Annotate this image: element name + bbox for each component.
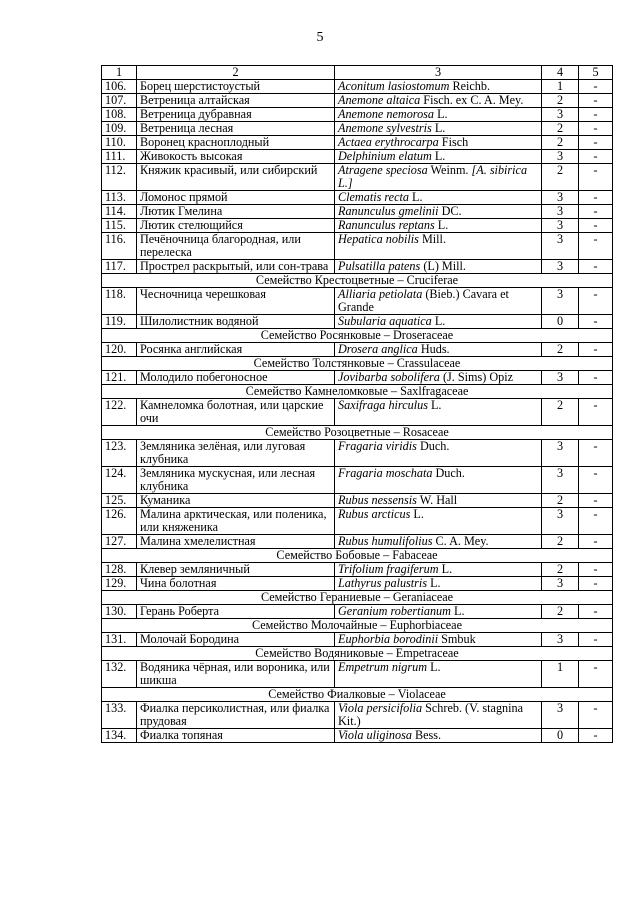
row-number: 120. <box>102 343 137 357</box>
row-number: 131. <box>102 633 137 647</box>
category-col-4: 2 <box>542 399 579 426</box>
category-col-4: 3 <box>542 633 579 647</box>
latin-genus-species: Aconitum lasiostomum <box>338 79 450 93</box>
latin-name <box>335 136 542 150</box>
category-col-5: - <box>579 633 613 647</box>
row-number: 109. <box>102 122 137 136</box>
common-name: Клевер земляничный <box>137 563 335 577</box>
latin-name <box>335 371 542 385</box>
latin-author: Bess. <box>411 728 442 742</box>
row-number: 119. <box>102 315 137 329</box>
species-row <box>102 399 613 426</box>
header-col-3: 3 <box>335 66 542 80</box>
row-number: 113. <box>102 191 137 205</box>
category-col-4: 3 <box>542 371 579 385</box>
latin-name <box>335 233 542 260</box>
latin-genus-species: Euphorbia borodinii <box>338 632 439 646</box>
common-name: Куманика <box>137 494 335 508</box>
common-name: Герань Роберта <box>137 605 335 619</box>
category-col-4: 3 <box>542 467 579 494</box>
common-name: Камнеломка болотная, или царские очи <box>137 399 335 426</box>
species-row <box>102 467 613 494</box>
family-heading: Семейство Толстянковые – Crassulaceae <box>102 357 613 371</box>
latin-genus-species: Saxifraga hirculus <box>338 398 428 412</box>
row-number: 134. <box>102 729 137 743</box>
latin-name <box>335 399 542 426</box>
row-number: 108. <box>102 108 137 122</box>
species-row <box>102 136 613 150</box>
category-col-4: 2 <box>542 605 579 619</box>
latin-genus-species: Delphinium elatum <box>338 149 432 163</box>
family-heading: Семейство Гераниевые – Geraniaceae <box>102 591 613 605</box>
category-col-4: 3 <box>542 108 579 122</box>
latin-author: L. <box>427 398 442 412</box>
latin-author: L. <box>408 190 423 204</box>
category-col-5: - <box>579 661 613 688</box>
common-name: Ломонос прямой <box>137 191 335 205</box>
latin-name <box>335 440 542 467</box>
latin-name <box>335 494 542 508</box>
latin-author: W. Hall <box>416 493 458 507</box>
latin-name <box>335 315 542 329</box>
species-row <box>102 563 613 577</box>
latin-name <box>335 633 542 647</box>
header-col-5: 5 <box>579 66 613 80</box>
latin-author: L. <box>410 507 424 521</box>
header-col-2: 2 <box>137 66 335 80</box>
category-col-4: 3 <box>542 702 579 729</box>
row-number: 114. <box>102 205 137 219</box>
common-name: Ветреница алтайская <box>137 94 335 108</box>
latin-genus-species: Drosera anglica <box>338 342 418 356</box>
category-col-5: - <box>579 467 613 494</box>
row-number: 130. <box>102 605 137 619</box>
family-row <box>102 357 613 371</box>
row-number: 118. <box>102 288 137 315</box>
species-row <box>102 633 613 647</box>
family-row <box>102 549 613 563</box>
category-col-4: 2 <box>542 343 579 357</box>
common-name: Воронец красноплодный <box>137 136 335 150</box>
category-col-5: - <box>579 122 613 136</box>
category-col-4: 3 <box>542 440 579 467</box>
latin-name <box>335 108 542 122</box>
common-name: Борец шерстистоустый <box>137 80 335 94</box>
common-name: Живокость высокая <box>137 150 335 164</box>
common-name: Молочай Бородина <box>137 633 335 647</box>
species-row <box>102 343 613 357</box>
latin-name <box>335 661 542 688</box>
latin-synonym: [A. sibirica L.] <box>338 163 528 190</box>
row-number: 116. <box>102 233 137 260</box>
latin-name <box>335 577 542 591</box>
row-number: 106. <box>102 80 137 94</box>
latin-genus-species: Empetrum nigrum <box>338 660 428 674</box>
latin-name <box>335 164 542 191</box>
latin-genus-species: Viola persicifolia <box>338 701 423 715</box>
family-row <box>102 647 613 661</box>
common-name: Молодило побегоносное <box>137 371 335 385</box>
family-heading: Семейство Водяниковые – Empetraceae <box>102 647 613 661</box>
category-col-4: 3 <box>542 191 579 205</box>
species-row <box>102 205 613 219</box>
common-name: Чина болотная <box>137 577 335 591</box>
latin-genus-species: Fragaria viridis <box>338 439 417 453</box>
species-row <box>102 150 613 164</box>
latin-author: L. <box>427 576 441 590</box>
family-row <box>102 591 613 605</box>
latin-author: L. <box>434 218 449 232</box>
category-col-4: 2 <box>542 164 579 191</box>
header-col-1: 1 <box>102 66 137 80</box>
latin-author: L. <box>427 660 441 674</box>
latin-name <box>335 729 542 743</box>
latin-genus-species: Trifolium fragiferum <box>338 562 439 576</box>
header-row <box>102 66 613 80</box>
category-col-4: 3 <box>542 508 579 535</box>
family-row <box>102 329 613 343</box>
latin-author: Reichb. <box>449 79 491 93</box>
latin-author: L. <box>431 149 446 163</box>
common-name: Прострел раскрытый, или сон-трава <box>137 260 335 274</box>
category-col-5: - <box>579 563 613 577</box>
category-col-4: 2 <box>542 136 579 150</box>
species-row <box>102 702 613 729</box>
latin-author: (L) Mill. <box>420 259 466 273</box>
category-col-5: - <box>579 508 613 535</box>
category-col-4: 2 <box>542 563 579 577</box>
common-name: Лютик Гмелина <box>137 205 335 219</box>
species-row <box>102 535 613 549</box>
latin-author: DC. <box>438 204 462 218</box>
category-col-5: - <box>579 315 613 329</box>
latin-genus-species: Actaea erythrocarpa <box>338 135 439 149</box>
latin-genus-species: Anemone sylvestris <box>338 121 432 135</box>
table-header <box>102 66 613 80</box>
latin-author: Fisch. ex C. A. Mey. <box>420 93 524 107</box>
species-row <box>102 233 613 260</box>
latin-name <box>335 508 542 535</box>
latin-genus-species: Ranunculus gmelinii <box>338 204 439 218</box>
species-table <box>101 65 613 743</box>
latin-author: L. <box>431 314 446 328</box>
family-row <box>102 274 613 288</box>
category-col-4: 2 <box>542 535 579 549</box>
category-col-5: - <box>579 108 613 122</box>
species-row <box>102 219 613 233</box>
row-number: 132. <box>102 661 137 688</box>
category-col-5: - <box>579 80 613 94</box>
category-col-5: - <box>579 371 613 385</box>
category-col-4: 3 <box>542 577 579 591</box>
category-col-5: - <box>579 702 613 729</box>
species-row <box>102 494 613 508</box>
category-col-5: - <box>579 343 613 357</box>
latin-genus-species: Rubus nessensis <box>338 493 417 507</box>
latin-name <box>335 605 542 619</box>
family-heading: Семейство Бобовые – Fabaceae <box>102 549 613 563</box>
latin-author: Huds. <box>417 342 450 356</box>
common-name: Ветреница лесная <box>137 122 335 136</box>
family-heading: Семейство Крестоцветные – Cruciferae <box>102 274 613 288</box>
latin-genus-species: Rubus arcticus <box>338 507 411 521</box>
species-row <box>102 371 613 385</box>
common-name: Печёночница благородная, или перелеска <box>137 233 335 260</box>
common-name: Шилолистник водяной <box>137 315 335 329</box>
category-col-5: - <box>579 494 613 508</box>
category-col-4: 2 <box>542 122 579 136</box>
latin-genus-species: Anemone nemorosa <box>338 107 435 121</box>
category-col-4: 2 <box>542 94 579 108</box>
family-heading: Семейство Молочайные – Euphorbiaceae <box>102 619 613 633</box>
category-col-5: - <box>579 288 613 315</box>
category-col-5: - <box>579 233 613 260</box>
latin-genus-species: Anemone altaica <box>338 93 421 107</box>
common-name: Чесночница черешковая <box>137 288 335 315</box>
latin-author: L. <box>450 604 465 618</box>
latin-author: Fisch <box>438 135 469 149</box>
category-col-5: - <box>579 440 613 467</box>
latin-genus-species: Subularia aquatica <box>338 314 432 328</box>
family-row <box>102 385 613 399</box>
row-number: 117. <box>102 260 137 274</box>
row-number: 123. <box>102 440 137 467</box>
category-col-4: 0 <box>542 315 579 329</box>
row-number: 129. <box>102 577 137 591</box>
latin-name <box>335 535 542 549</box>
category-col-5: - <box>579 535 613 549</box>
latin-author: Duch. <box>416 439 450 453</box>
species-row <box>102 94 613 108</box>
latin-author: Schreb. (V. stagnina Kit.) <box>338 701 524 728</box>
latin-name <box>335 260 542 274</box>
species-row <box>102 661 613 688</box>
latin-name <box>335 191 542 205</box>
latin-author: (Bieb.) Cavara et Grande <box>338 287 509 314</box>
latin-genus-species: Pulsatilla patens <box>338 259 421 273</box>
family-row <box>102 688 613 702</box>
latin-author: L. <box>438 562 453 576</box>
category-col-5: - <box>579 150 613 164</box>
species-row <box>102 288 613 315</box>
row-number: 112. <box>102 164 137 191</box>
latin-name <box>335 205 542 219</box>
category-col-4: 2 <box>542 494 579 508</box>
family-heading: Семейство Розоцветные – Rosaceae <box>102 426 613 440</box>
latin-name <box>335 122 542 136</box>
species-row <box>102 122 613 136</box>
category-col-5: - <box>579 205 613 219</box>
category-col-4: 3 <box>542 205 579 219</box>
row-number: 121. <box>102 371 137 385</box>
latin-genus-species: Atragene speciosa <box>338 163 428 177</box>
family-heading: Семейство Росянковые – Droseraceae <box>102 329 613 343</box>
latin-genus-species: Jovibarba sobolifera <box>338 370 440 384</box>
header-col-4: 4 <box>542 66 579 80</box>
common-name: Малина арктическая, или поленика, или княженика <box>137 508 335 535</box>
category-col-4: 3 <box>542 233 579 260</box>
species-row <box>102 260 613 274</box>
common-name: Ветреница дубравная <box>137 108 335 122</box>
latin-genus-species: Ranunculus reptans <box>338 218 435 232</box>
row-number: 133. <box>102 702 137 729</box>
latin-name <box>335 80 542 94</box>
species-row <box>102 191 613 205</box>
family-row <box>102 619 613 633</box>
species-row <box>102 315 613 329</box>
row-number: 122. <box>102 399 137 426</box>
common-name: Фиалка персиколистная, или фиалка прудовая <box>137 702 335 729</box>
species-row <box>102 508 613 535</box>
row-number: 127. <box>102 535 137 549</box>
latin-author: Duch. <box>432 466 465 480</box>
species-row <box>102 164 613 191</box>
common-name: Лютик стелющийся <box>137 219 335 233</box>
category-col-5: - <box>579 729 613 743</box>
common-name: Земляника мускусная, или лесная клубника <box>137 467 335 494</box>
species-row <box>102 108 613 122</box>
family-row <box>102 426 613 440</box>
category-col-4: 1 <box>542 661 579 688</box>
row-number: 110. <box>102 136 137 150</box>
latin-author: (J. Sims) Opiz <box>439 370 514 384</box>
species-row <box>102 577 613 591</box>
category-col-4: 3 <box>542 150 579 164</box>
table-body <box>102 80 613 743</box>
common-name: Малина хмелелистная <box>137 535 335 549</box>
category-col-5: - <box>579 399 613 426</box>
family-heading: Семейство Фиалковые – Violaceae <box>102 688 613 702</box>
latin-name <box>335 288 542 315</box>
latin-name <box>335 219 542 233</box>
latin-name <box>335 467 542 494</box>
common-name: Княжик красивый, или сибирский <box>137 164 335 191</box>
species-row <box>102 729 613 743</box>
latin-name <box>335 702 542 729</box>
category-col-5: - <box>579 94 613 108</box>
latin-genus-species: Clematis recta <box>338 190 409 204</box>
latin-author: Mill. <box>418 232 446 246</box>
latin-author: Smbuk <box>438 632 476 646</box>
species-row <box>102 440 613 467</box>
page-number: 5 <box>316 30 324 45</box>
latin-author: L. <box>431 121 446 135</box>
common-name: Земляника зелёная, или луговая клубника <box>137 440 335 467</box>
latin-genus-species: Alliaria petiolata <box>338 287 423 301</box>
category-col-5: - <box>579 577 613 591</box>
category-col-4: 1 <box>542 80 579 94</box>
category-col-5: - <box>579 191 613 205</box>
latin-genus-species: Viola uliginosa <box>338 728 412 742</box>
row-number: 124. <box>102 467 137 494</box>
row-number: 107. <box>102 94 137 108</box>
latin-name <box>335 343 542 357</box>
latin-author: L. <box>434 107 448 121</box>
latin-genus-species: Fragaria moschata <box>338 466 433 480</box>
category-col-4: 3 <box>542 288 579 315</box>
category-col-4: 3 <box>542 219 579 233</box>
row-number: 126. <box>102 508 137 535</box>
category-col-5: - <box>579 605 613 619</box>
latin-genus-species: Rubus humulifolius <box>338 534 433 548</box>
latin-author: Weinm. <box>427 163 472 177</box>
common-name: Росянка английская <box>137 343 335 357</box>
family-heading: Семейство Камнеломковые – Saxlfragaceae <box>102 385 613 399</box>
latin-name <box>335 94 542 108</box>
species-row <box>102 80 613 94</box>
latin-genus-species: Lathyrus palustris <box>338 576 428 590</box>
common-name: Фиалка топяная <box>137 729 335 743</box>
row-number: 115. <box>102 219 137 233</box>
common-name: Водяника чёрная, или вороника, или шикша <box>137 661 335 688</box>
latin-genus-species: Hepatica nobilis <box>338 232 419 246</box>
latin-name <box>335 150 542 164</box>
row-number: 111. <box>102 150 137 164</box>
row-number: 128. <box>102 563 137 577</box>
latin-genus-species: Geranium robertianum <box>338 604 451 618</box>
category-col-5: - <box>579 164 613 191</box>
category-col-4: 0 <box>542 729 579 743</box>
category-col-5: - <box>579 219 613 233</box>
row-number: 125. <box>102 494 137 508</box>
latin-name <box>335 563 542 577</box>
category-col-5: - <box>579 136 613 150</box>
category-col-4: 3 <box>542 260 579 274</box>
latin-author: C. A. Mey. <box>432 534 489 548</box>
category-col-5: - <box>579 260 613 274</box>
species-row <box>102 605 613 619</box>
